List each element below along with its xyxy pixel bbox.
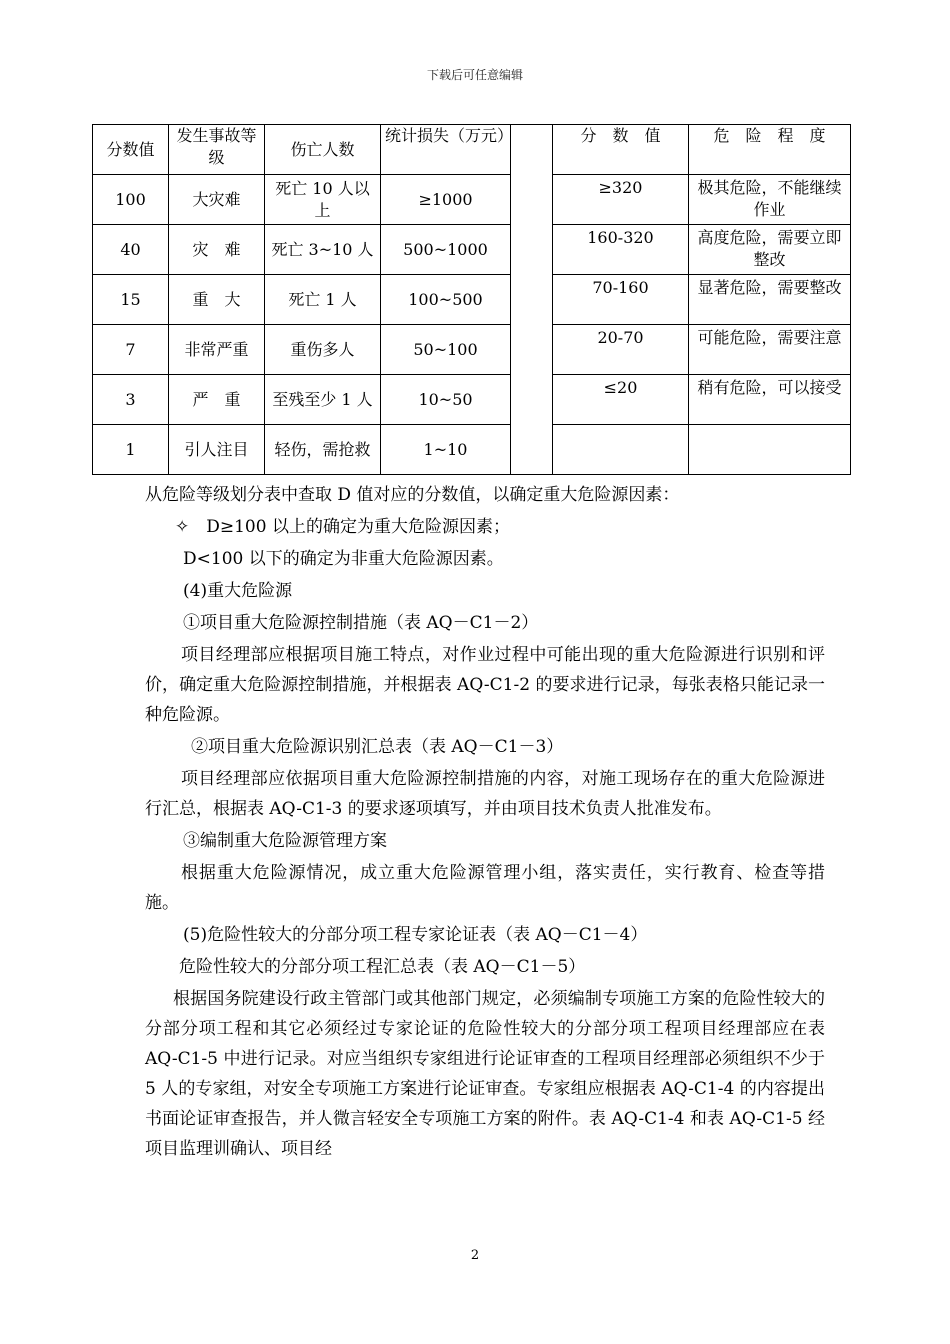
table-cell: 灾 难	[169, 225, 265, 275]
table-cell: 10~50	[381, 375, 511, 425]
header-loss: 统计损失（万元）	[381, 125, 511, 175]
table-cell: 70-160	[553, 275, 689, 325]
table-cell: 轻伤，需抢救	[265, 425, 381, 475]
header-accident-level: 发生事故等级	[169, 125, 265, 175]
header-casualties: 伤亡人数	[265, 125, 381, 175]
table-header-row	[93, 125, 851, 175]
table-cell: 非常严重	[169, 325, 265, 375]
table-row	[93, 175, 851, 225]
table-cell: 500~1000	[381, 225, 511, 275]
section-heading: (4)重大危险源	[183, 581, 293, 601]
table-cell: 显著危险，需要整改	[689, 275, 851, 325]
table-cell	[689, 425, 851, 475]
table-row	[93, 275, 851, 325]
page-header: 下载后可任意编辑	[426, 68, 523, 82]
table-cell: ≤20	[553, 375, 689, 425]
risk-level-table	[92, 124, 851, 475]
paragraph: 根据国务院建设行政主管部门或其他部门规定，必须编制专项施工方案的危险性较大的分部分项工程和其它必须经过专家论证的危险性较大的分部分项工程项目经理部应在表 AQ-C1-5 中进行记录。对应当组织专家组进行论证审查的工程项目经理部必须组织不少于 5 人的专家组，对安全专项施工方案进行论证审查。专家组应根据表 AQ-C1-4 的内容提出书面论证审查报告，并人微言轻安全专项施工方案的附件。表 AQ-C1-4 和表 AQ-C1-5 经项目监理训确认、项目经	[145, 989, 825, 1159]
table-row	[93, 325, 851, 375]
table-cell: 重伤多人	[265, 325, 381, 375]
table-cell: 大灾难	[169, 175, 265, 225]
table-row	[93, 375, 851, 425]
table-cell: 100~500	[381, 275, 511, 325]
table-cell: 死亡 1 人	[265, 275, 381, 325]
table-cell: 高度危险，需要立即整改	[689, 225, 851, 275]
table-cell: 7	[93, 325, 169, 375]
bullet-item: ✧ D≥100 以上的确定为重大危险源因素；	[175, 517, 510, 537]
paragraph: 项目经理部应根据项目施工特点，对作业过程中可能出现的重大危险源进行识别和评价，确定重大危险源控制措施，并根据表 AQ-C1-2 的要求进行记录，每张表格只能记录一种危险源。	[145, 645, 825, 725]
header-score: 分数值	[93, 125, 169, 175]
table-cell: 死亡 10 人以上	[265, 175, 381, 225]
paragraph: 项目经理部应依据项目重大危险源控制措施的内容，对施工现场存在的重大危险源进行汇总，根据表 AQ-C1-3 的要求逐项填写，并由项目技术负责人批准发布。	[145, 769, 825, 819]
table-cell: 1~10	[381, 425, 511, 475]
table-cell: 极其危险，不能继续作业	[689, 175, 851, 225]
table-cell: 至残至少 1 人	[265, 375, 381, 425]
subsection-heading: 危险性较大的分部分项工程汇总表（表 AQ－C1－5）	[179, 957, 586, 977]
page-number: 2	[470, 1248, 480, 1263]
document-body	[145, 480, 825, 1166]
table-cell: 20-70	[553, 325, 689, 375]
table-row	[93, 225, 851, 275]
table-cell: 严 重	[169, 375, 265, 425]
table-cell: 重 大	[169, 275, 265, 325]
table-cell: 15	[93, 275, 169, 325]
section-heading: (5)危险性较大的分部分项工程专家论证表（表 AQ－C1－4）	[183, 925, 648, 945]
table-row	[93, 425, 851, 475]
table-cell: 100	[93, 175, 169, 225]
table-cell: 3	[93, 375, 169, 425]
header-score-range: 分 数 值	[553, 125, 689, 175]
table-cell: 死亡 3~10 人	[265, 225, 381, 275]
table-cell: 50~100	[381, 325, 511, 375]
table-cell: 引人注目	[169, 425, 265, 475]
paragraph: 根据重大危险源情况，成立重大危险源管理小组，落实责任，实行教育、检查等措施。	[145, 863, 825, 913]
table-gap	[511, 125, 553, 475]
subsection-heading: ③编制重大危险源管理方案	[183, 831, 387, 851]
subsection-heading: ②项目重大危险源识别汇总表（表 AQ－C1－3）	[191, 737, 564, 757]
table-cell: ≥320	[553, 175, 689, 225]
paragraph: D<100 以下的确定为非重大危险源因素。	[183, 549, 504, 569]
table-cell: 1	[93, 425, 169, 475]
table-cell: 可能危险，需要注意	[689, 325, 851, 375]
header-danger-degree: 危 险 程 度	[689, 125, 851, 175]
table-cell: ≥1000	[381, 175, 511, 225]
paragraph: 从危险等级划分表中查取 D 值对应的分数值，以确定重大危险源因素：	[145, 485, 680, 505]
table-cell	[553, 425, 689, 475]
subsection-heading: ①项目重大危险源控制措施（表 AQ－C1－2）	[183, 613, 539, 633]
table-cell: 40	[93, 225, 169, 275]
table-cell: 稍有危险，可以接受	[689, 375, 851, 425]
table-cell: 160-320	[553, 225, 689, 275]
